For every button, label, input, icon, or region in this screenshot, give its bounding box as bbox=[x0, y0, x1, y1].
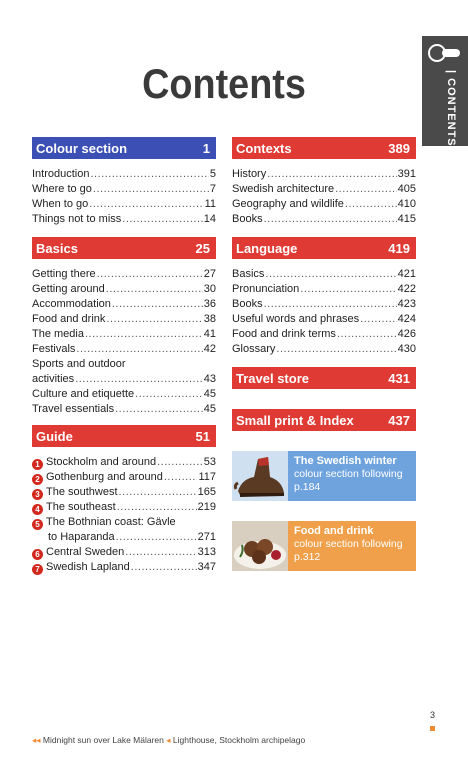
toc-entry-page: 422 bbox=[397, 283, 416, 295]
caption-text: Lighthouse, Stockholm archipelago bbox=[172, 735, 306, 745]
chapter-number-badge: 1 bbox=[32, 459, 43, 470]
toc-entry[interactable] bbox=[232, 167, 416, 182]
toc-entry[interactable] bbox=[32, 197, 216, 212]
section-header-colour[interactable] bbox=[32, 137, 216, 159]
dot-leader bbox=[164, 470, 198, 485]
toc-entry-title: Glossary bbox=[232, 343, 276, 355]
dot-leader bbox=[125, 545, 196, 560]
toc-entry-page: 53 bbox=[203, 456, 216, 468]
dot-leader bbox=[76, 342, 202, 357]
meatballs-photo bbox=[232, 521, 288, 571]
promo-line: colour section following bbox=[294, 468, 403, 480]
section-title: Guide bbox=[36, 428, 73, 444]
toc-entry-title: Books bbox=[232, 213, 263, 225]
section-header-language[interactable] bbox=[232, 237, 416, 259]
chapter-number-badge: 4 bbox=[32, 504, 43, 515]
dot-leader bbox=[119, 485, 197, 500]
section-page: 1 bbox=[202, 140, 210, 156]
toc-entry[interactable] bbox=[32, 327, 216, 342]
toc-entry-title: Festivals bbox=[32, 343, 76, 355]
dot-leader bbox=[131, 560, 197, 575]
section-travel-store bbox=[232, 367, 416, 389]
toc-entry-page: 415 bbox=[397, 213, 416, 225]
toc-entry[interactable] bbox=[32, 402, 216, 417]
toc-entry[interactable] bbox=[232, 197, 416, 212]
tab-circle-icon bbox=[428, 44, 446, 62]
toc-entry-title: Geography and wildlife bbox=[232, 198, 344, 210]
toc-entry-page: 165 bbox=[197, 486, 216, 498]
toc-entry[interactable] bbox=[232, 212, 416, 227]
toc-entry-title: Swedish architecture bbox=[232, 183, 335, 195]
toc-entry-page: 426 bbox=[397, 328, 416, 340]
dot-leader bbox=[93, 182, 209, 197]
toc-entry-page: 271 bbox=[197, 531, 216, 543]
page-number: 3 bbox=[430, 710, 436, 720]
dot-leader bbox=[97, 267, 203, 282]
dot-leader bbox=[75, 372, 203, 387]
toc-entry[interactable] bbox=[32, 267, 216, 282]
section-header-small-print[interactable] bbox=[232, 409, 416, 431]
section-page: 431 bbox=[388, 370, 410, 386]
dot-leader bbox=[106, 312, 202, 327]
toc-entry-title: Stockholm and around bbox=[46, 456, 157, 468]
winter-boot-photo bbox=[232, 451, 288, 501]
section-title: Small print & Index bbox=[236, 412, 354, 428]
toc-entry-title: Food and drink terms bbox=[232, 328, 336, 340]
toc-entry-title: Getting around bbox=[32, 283, 105, 295]
section-header-basics[interactable] bbox=[32, 237, 216, 259]
toc-entry-page: 117 bbox=[198, 471, 216, 483]
toc-entry[interactable] bbox=[32, 297, 216, 312]
promo-text bbox=[288, 521, 416, 571]
section-title: Contexts bbox=[236, 140, 292, 156]
toc-entry-page: 11 bbox=[204, 198, 216, 210]
section-small-print bbox=[232, 409, 416, 431]
toc-entry-page: 424 bbox=[397, 313, 416, 325]
toc-entry-title: Central Sweden bbox=[46, 546, 125, 558]
toc-entry-page: 38 bbox=[203, 313, 216, 325]
promo-page: p.312 bbox=[294, 551, 321, 563]
toc-entry-title: History bbox=[232, 168, 267, 180]
dot-leader bbox=[115, 402, 203, 417]
toc-entry[interactable] bbox=[232, 342, 416, 357]
section-page: 51 bbox=[195, 428, 210, 444]
toc-entry-page: 5 bbox=[209, 168, 216, 180]
toc-entry-page: 41 bbox=[203, 328, 216, 340]
section-title: Colour section bbox=[36, 140, 128, 156]
toc-entry-page: 45 bbox=[203, 388, 216, 400]
toc-entry[interactable] bbox=[232, 267, 416, 282]
promo-text bbox=[288, 451, 416, 501]
toc-entry[interactable] bbox=[32, 167, 216, 182]
toc-entry[interactable] bbox=[32, 312, 216, 327]
section-title: Basics bbox=[36, 240, 78, 256]
toc-entry[interactable] bbox=[232, 182, 416, 197]
section-page: 437 bbox=[388, 412, 410, 428]
section-header-contexts[interactable] bbox=[232, 137, 416, 159]
toc-entry-title: Where to go bbox=[32, 183, 92, 195]
toc-entry-title: Useful words and phrases bbox=[232, 313, 360, 325]
toc-entry-title: Things not to miss bbox=[32, 213, 122, 225]
toc-entry-page: 405 bbox=[397, 183, 416, 195]
dot-leader bbox=[135, 387, 203, 402]
page-title: Contents bbox=[142, 60, 306, 107]
dot-leader bbox=[117, 500, 197, 515]
toc-entry-title: The media bbox=[32, 328, 84, 340]
dot-leader bbox=[360, 312, 396, 327]
dot-leader bbox=[106, 282, 203, 297]
toc-entry-title: Culture and etiquette bbox=[32, 388, 135, 400]
caption-arrow-icon: ◂ bbox=[166, 735, 171, 745]
toc-entry-title: Getting there bbox=[32, 268, 96, 280]
promo-line: colour section following bbox=[294, 538, 403, 550]
section-basics bbox=[32, 237, 216, 417]
toc-entry-page: 430 bbox=[397, 343, 416, 355]
toc-entry-title: The southwest bbox=[46, 486, 118, 498]
section-contexts bbox=[232, 137, 416, 227]
section-page: 25 bbox=[195, 240, 210, 256]
toc-entry-page: 45 bbox=[203, 403, 216, 415]
toc-entry[interactable] bbox=[32, 372, 216, 387]
toc-entry[interactable] bbox=[32, 470, 216, 485]
dot-leader bbox=[122, 212, 202, 227]
toc-entry[interactable] bbox=[32, 182, 216, 197]
section-guide bbox=[32, 425, 216, 575]
toc-entry-page: 43 bbox=[203, 373, 216, 385]
toc-entry-page: 347 bbox=[197, 561, 216, 573]
photo-caption bbox=[32, 735, 305, 746]
toc-entry-title: Pronunciation bbox=[232, 283, 300, 295]
toc-list bbox=[32, 455, 216, 575]
promo-food-and-drink[interactable] bbox=[232, 521, 416, 571]
toc-entry[interactable] bbox=[32, 560, 216, 575]
dot-leader bbox=[264, 212, 397, 227]
toc-entry[interactable] bbox=[32, 500, 216, 515]
toc-list bbox=[32, 167, 216, 227]
dot-leader bbox=[300, 282, 396, 297]
dot-leader bbox=[157, 455, 203, 470]
dot-leader bbox=[345, 197, 397, 212]
dot-leader bbox=[116, 530, 197, 545]
caption-text: Midnight sun over Lake Mälaren bbox=[42, 735, 164, 745]
toc-list bbox=[232, 267, 416, 357]
toc-entry-title: Accommodation bbox=[32, 298, 111, 310]
chapter-number-badge: 6 bbox=[32, 549, 43, 560]
chapter-number-badge: 5 bbox=[32, 519, 43, 530]
toc-entry-page: 410 bbox=[397, 198, 416, 210]
side-tab-label: | CONTENTS | bbox=[445, 70, 457, 155]
chapter-number-badge: 7 bbox=[32, 564, 43, 575]
toc-entry-title: When to go bbox=[32, 198, 89, 210]
toc-list bbox=[232, 167, 416, 227]
toc-entry[interactable] bbox=[32, 282, 216, 297]
chapter-number-badge: 2 bbox=[32, 474, 43, 485]
toc-list bbox=[32, 267, 216, 417]
dot-leader bbox=[267, 167, 396, 182]
promo-swedish-winter[interactable] bbox=[232, 451, 416, 501]
toc-entry[interactable] bbox=[32, 357, 216, 372]
toc-entry-page: 14 bbox=[203, 213, 216, 225]
toc-entry-title: Introduction bbox=[32, 168, 90, 180]
toc-entry-title: Basics bbox=[232, 268, 265, 280]
toc-entry-title: activities bbox=[32, 373, 75, 385]
toc-entry[interactable] bbox=[32, 342, 216, 357]
dot-leader bbox=[89, 197, 203, 212]
toc-entry[interactable] bbox=[32, 545, 216, 560]
toc-entry-page: 421 bbox=[397, 268, 416, 280]
dot-leader bbox=[276, 342, 396, 357]
toc-entry-page: 313 bbox=[197, 546, 216, 558]
toc-entry[interactable] bbox=[32, 212, 216, 227]
section-colour bbox=[32, 137, 216, 227]
promo-title: The Swedish winter bbox=[294, 455, 397, 467]
dot-leader bbox=[265, 267, 396, 282]
caption-arrow-icon: ◂◂ bbox=[32, 735, 41, 745]
dot-leader bbox=[112, 297, 203, 312]
toc-entry-title: The southeast bbox=[46, 501, 116, 513]
toc-entry[interactable] bbox=[232, 312, 416, 327]
section-title: Language bbox=[236, 240, 298, 256]
toc-entry[interactable] bbox=[232, 297, 416, 312]
toc-entry-title: to Haparanda bbox=[48, 531, 115, 543]
toc-entry-page: 7 bbox=[209, 183, 216, 195]
promo-page: p.184 bbox=[294, 481, 321, 493]
toc-entry[interactable] bbox=[232, 327, 416, 342]
toc-entry-page: 219 bbox=[197, 501, 216, 513]
page-marker bbox=[430, 726, 435, 731]
dot-leader bbox=[264, 297, 397, 312]
toc-entry-page: 42 bbox=[203, 343, 216, 355]
toc-entry-title: Food and drink bbox=[32, 313, 106, 325]
toc-entry-page: 391 bbox=[397, 168, 416, 180]
toc-entry[interactable] bbox=[32, 485, 216, 500]
dot-leader bbox=[335, 182, 397, 197]
toc-entry[interactable] bbox=[32, 455, 216, 470]
toc-entry-page: 27 bbox=[203, 268, 216, 280]
toc-entry-title: Sports and outdoor bbox=[32, 358, 126, 370]
toc-entry[interactable] bbox=[32, 530, 216, 545]
toc-entry-title: Books bbox=[232, 298, 263, 310]
toc-entry[interactable] bbox=[32, 387, 216, 402]
dot-leader bbox=[90, 167, 208, 182]
toc-entry-title: The Bothnian coast: Gävle bbox=[46, 516, 176, 528]
chapter-number-badge: 3 bbox=[32, 489, 43, 500]
promo-title: Food and drink bbox=[294, 525, 374, 537]
toc-entry-title: Swedish Lapland bbox=[46, 561, 130, 573]
toc-entry[interactable] bbox=[32, 515, 216, 530]
toc-entry[interactable] bbox=[232, 282, 416, 297]
section-header-travel-store[interactable] bbox=[232, 367, 416, 389]
toc-entry-title: Travel essentials bbox=[32, 403, 115, 415]
dot-leader bbox=[337, 327, 397, 342]
dot-leader bbox=[85, 327, 203, 342]
section-language bbox=[232, 237, 416, 357]
section-title: Travel store bbox=[236, 370, 309, 386]
toc-entry-page: 423 bbox=[397, 298, 416, 310]
section-page: 419 bbox=[388, 240, 410, 256]
toc-entry-page: 30 bbox=[203, 283, 216, 295]
toc-entry-title: Gothenburg and around bbox=[46, 471, 163, 483]
section-header-guide[interactable] bbox=[32, 425, 216, 447]
toc-entry-page: 36 bbox=[203, 298, 216, 310]
section-page: 389 bbox=[388, 140, 410, 156]
